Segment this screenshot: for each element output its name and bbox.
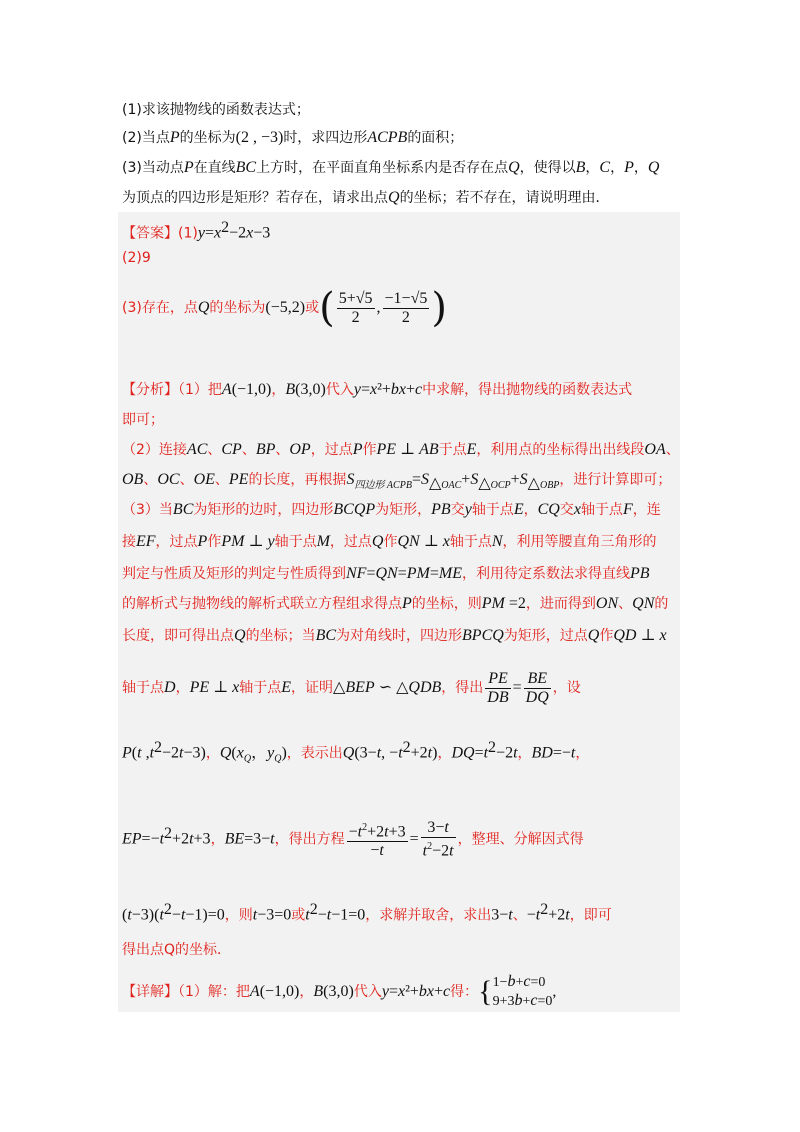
- q3-text-c: 上方时，在平面直角坐标系内是否存在点: [256, 160, 509, 176]
- q3-text-b: 在直线: [193, 160, 236, 176]
- analysis-text: 作: [599, 628, 614, 644]
- analysis-text: 即可；: [122, 412, 164, 428]
- fraction: $\frac{3-t}{t^2-2t}$: [422, 818, 454, 860]
- analysis-text: 轴于点: [239, 680, 282, 696]
- analysis-text: ，设: [552, 680, 581, 696]
- analysis-text: 为矩形，过点: [503, 628, 588, 644]
- analysis-text: 的: [654, 596, 669, 612]
- answer-1-label: (1): [178, 225, 198, 242]
- analysis-line-9: 长度，即可得出点Q的坐标；当BC为对角线时，四边形BPCQ为矩形，过点Q作QD ⊥ x: [122, 627, 667, 644]
- detail-text: （1）解：把: [178, 984, 250, 1000]
- q3-text-d: ，使得以: [519, 160, 576, 176]
- analysis-text: 轴于点: [449, 534, 492, 550]
- analysis-text: （3）当: [122, 502, 173, 518]
- analysis-text: ，整理、分解因式得: [457, 831, 584, 848]
- analysis-text: ，: [175, 680, 190, 696]
- analysis-line-14: [122, 940, 231, 960]
- answer-tag: 【答案】: [122, 225, 178, 242]
- analysis-text: 得出点Q的坐标．: [122, 942, 232, 958]
- analysis-text: ，连: [632, 502, 661, 518]
- analysis-line-2: [122, 410, 164, 430]
- fraction: $\frac{5+√5}{2}$: [338, 289, 373, 326]
- detail-text: 代入: [353, 984, 382, 1000]
- analysis-line-12: $EP=-t^2+2t+3$，BE=3−t，得出方程 $\frac{-t^2+2t+3}{-t}$ = $\frac{3-t}{t^2-2t}$ ，整理、分解因式得: [122, 818, 584, 860]
- analysis-text: 判定与性质及矩形的判定与性质得到: [122, 566, 346, 582]
- answer-2: (2)9: [122, 250, 151, 266]
- analysis-text: ，证明: [291, 680, 334, 696]
- analysis-text: ，过点: [310, 442, 353, 458]
- analysis-text: ，利用等腰直角三角形的: [502, 534, 657, 550]
- analysis-text: 作: [383, 534, 398, 550]
- detail-tag: 【详解】: [122, 984, 178, 1000]
- q3-text-e: 为顶点的四边形是矩形？若存在，请求出点: [122, 190, 388, 206]
- analysis-text: 代入: [325, 382, 354, 398]
- analysis-text: ，表示出: [286, 745, 343, 762]
- analysis-text: 的坐标；当: [245, 628, 316, 644]
- answer-line-2: [122, 248, 151, 268]
- analysis-line-11: P(t $,t^2-2t-3$)，$Q(x_Q$，$y_Q$)，表示出Q(3−t, $-t^2+2t$)，$DQ=t^2-2t$，BD=−t，: [122, 739, 590, 765]
- analysis-text: 长度，即可得出点: [122, 628, 234, 644]
- analysis-text: ，即可: [569, 907, 612, 924]
- analysis-text: 作: [207, 534, 222, 550]
- analysis-text: ，利用待定系数法求得直线: [462, 566, 630, 582]
- analysis-text: 的解析式与抛物线的解析式联立方程组求得点: [122, 596, 402, 612]
- analysis-text: 接: [122, 534, 136, 550]
- q3-text-a: (3)当动点: [122, 160, 184, 176]
- analysis-text: ，得出方程: [274, 831, 345, 848]
- analysis-text: 轴于点: [274, 534, 317, 550]
- analysis-text: 交: [450, 502, 465, 518]
- analysis-line-10: 轴于点D，PE ⊥ x轴于点E，证明△BEP ∽ △QDB，得出 $\frac{PE}{DB}$ = $\frac{BE}{DQ}$ ，设: [122, 669, 581, 706]
- q2-text-c: 时，求四边形: [283, 130, 368, 146]
- analysis-text: 为矩形，: [375, 502, 432, 518]
- q3-text-f: 的坐标；若不存在，请说明理由．: [399, 190, 610, 206]
- analysis-text: （2）连接: [122, 442, 187, 458]
- analysis-text: 为矩形的边时，四边形: [193, 502, 334, 518]
- analysis-text: 的坐标，则: [411, 596, 482, 612]
- q2-text-b: 的坐标为: [179, 130, 236, 146]
- analysis-tag: 【分析】: [122, 382, 178, 398]
- analysis-text: （1）把: [178, 382, 222, 398]
- analysis-line-8: 的解析式与抛物线的解析式联立方程组求得点P的坐标，则PM =2，进而得到ON、QN的: [122, 595, 669, 612]
- analysis-text: ，进行计算即可；: [559, 472, 672, 488]
- analysis-text: 交: [559, 502, 574, 518]
- answer-3-text-b: 的坐标为: [209, 300, 266, 316]
- analysis-text: ，过点: [329, 534, 372, 550]
- q2-text-a: (2)当点: [122, 130, 170, 146]
- detail-line-1: 【详解】（1）解：把A(−1,0)，B(3,0)代入y=x²+bx+c得：{ 1−b+c=0 9+3b+c=0 ,: [122, 973, 557, 1009]
- answer-line-1: 【答案】$(1)y=x^2-2x-3$: [122, 219, 271, 242]
- answer-line-3: (3)存在，点Q的坐标为(−5,2)或( $\frac{5+√5}{2}$ , $\frac{-1-√5}{2}$ ): [122, 285, 447, 331]
- q1-text: (1)求该抛物线的函数表达式；: [122, 102, 310, 118]
- analysis-text: 为对角线时，四边形: [336, 628, 463, 644]
- analysis-text: 轴于点: [471, 502, 514, 518]
- fraction: $\frac{-1-√5}{2}$: [384, 289, 428, 326]
- fraction: $\frac{BE}{DQ}$: [525, 669, 549, 706]
- analysis-text: ，求解并取舍，求出: [365, 907, 492, 924]
- analysis-line-3: （2）连接AC、CP、BP、OP，过点P作PE ⊥ AB于点E，利用点的坐标得出出线段OA、: [122, 441, 680, 458]
- analysis-text: 作: [362, 442, 377, 458]
- analysis-line-6: 接EF，过点P作PM ⊥ y轴于点M，过点Q作QN ⊥ x轴于点N，利用等腰直角三角形的: [122, 533, 657, 550]
- analysis-line-13: $(t-3)(t^2-t-1)=0$，则t−3=0或$t^2-t-1=0$，求解并取舍，求出3−t、$-t^2+2t$，即可: [122, 901, 612, 924]
- analysis-text: ，过点: [155, 534, 198, 550]
- analysis-text: 的长度，再根据: [248, 472, 347, 488]
- question-1: [122, 100, 310, 120]
- question-3-line-1: (3)当动点P在直线BC上方时，在平面直角坐标系内是否存在点Q，使得以B，C，P，Q: [122, 159, 660, 176]
- answer-3-text-c: 或: [305, 300, 320, 316]
- analysis-line-5: （3）当BC为矩形的边时，四边形BCQP为矩形，PB交y轴于点E，CQ交x轴于点F，连: [122, 501, 661, 518]
- detail-text: 得：: [450, 984, 479, 1000]
- q2-text-d: 的面积；: [407, 130, 464, 146]
- question-3-line-2: 为顶点的四边形是矩形？若存在，请求出点Q的坐标；若不存在，请说明理由．: [122, 189, 610, 206]
- analysis-text: 轴于点: [580, 502, 623, 518]
- analysis-text: ，利用点的坐标得出出线段: [476, 442, 645, 458]
- fraction: $\frac{PE}{DB}$: [487, 669, 509, 706]
- analysis-text: 或: [291, 907, 306, 924]
- analysis-text: ，进而得到: [525, 596, 596, 612]
- fraction: $\frac{-t^2+2t+3}{-t}$: [347, 819, 408, 860]
- analysis-text: 中求解，得出抛物线的函数表达式: [422, 382, 633, 398]
- question-2: (2)当点P的坐标为(2 , −3)时，求四边形ACPB的面积；: [122, 129, 464, 146]
- analysis-line-4: OB、OC、OE、PE的长度，再根据$S_{四边形 ACPB}=S_{\triangle OAC}+S_{\triangle OCP}+S_{\triangle OBP}$，进行计算即可；: [122, 471, 672, 492]
- analysis-text: ，则: [224, 907, 253, 924]
- analysis-text: 轴于点: [122, 680, 164, 696]
- analysis-line-1: 【分析】（1）把A(−1,0)，B(3,0)代入y=x²+bx+c中求解，得出抛物线的函数表达式: [122, 381, 633, 398]
- analysis-text: 于点: [438, 442, 467, 458]
- analysis-line-7: 判定与性质及矩形的判定与性质得到NF=QN=PM=ME，利用待定系数法求得直线PB: [122, 565, 650, 582]
- analysis-text: ，得出: [441, 680, 484, 696]
- equation-system: 1−b+c=0 9+3b+c=0: [492, 973, 553, 1009]
- answer-3-text-a: (3)存在，点: [122, 300, 198, 316]
